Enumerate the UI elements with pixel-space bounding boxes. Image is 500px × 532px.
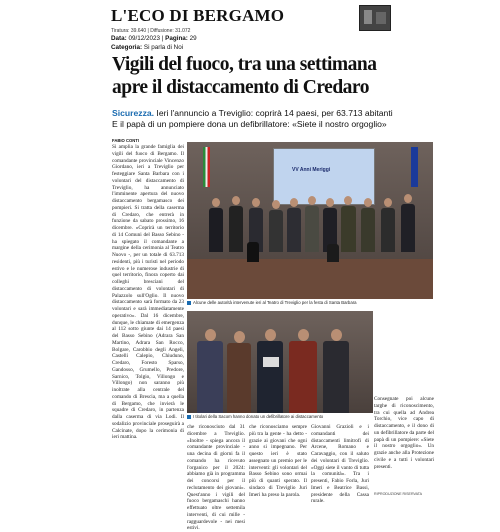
circulation-line: Tiratura: 39.640 | Diffusione: 31.072: [111, 28, 191, 34]
article-headline: Vigili del fuoco, tra una settimana apre il distaccamento di Credaro: [112, 54, 377, 98]
article-column-1: Si amplia la grande famiglia dei vigili del fuoco di Bergamo. Il comandante provinciale Vincenzo Giordano, ieri a Treviglio per festeggiare Santa Barbara con i volontari del distaccamento di Treviglio, ha annunciato l'imminente apertura del nuovo distaccamento bergamasco dei pompieri. Si tratta della caserma di Credaro, che entrerà in funzione da sabato prossimo, 16 dicembre. «Coprirà un territorio di 14 Comuni del Basso Sebino - ha spiegato il comandante a margine della cerimonia al Teatro Nuovo -, per un totale di 63.713 residenti, più i turisti nel periodo estivo e le numerose industrie di quel territorio, finora coperto dai colleghi bresciani del distaccamento di volontari di Palazzolo sull'Oglio. Il nuovo distaccamento sarà formato da 23 volontari e sarà immediatamente operativo». Dal 16 dicembre, dunque, le chiamate di emergenza al 112 sotto giunte dai 14 paesi del Basso Sebino (Adrara San Martino, Adrara San Rocco, Bolgare, Carobbio degli Angeli, Castelli Calepio, Chiuduno, Credaro, Foresto Sparso, Gandosso, Grumello, Predore, Sarnico, Tolgio, Villongo e Villongo) non saranno più inoltrate alla centrale del comando di Brescia, ma a quella di Bergamo, che invierà le squadre di Credaro, in partenza dalla caserma di via Lodi. Il sodalizio provinciale proseguirà a Calcinate, dopo la cerimonia di ieri mattina.: [112, 144, 184, 441]
footer-note: RIPRODUZIONE RISERVATA: [374, 492, 423, 496]
photo-caption-1: Alcune delle autorità intervenute ieri al Teatro di Treviglio per la festa di Santa Barbara: [187, 300, 433, 305]
masthead-logo: [359, 5, 391, 31]
certificate-plaque: [263, 357, 279, 367]
article-column-4: Giovanni Grazioli e i comandanti dei distaccamenti limitrofi di Arcene, Romano e Caravaggio, con il saluto dei volontari di Treviglio. «Oggi siete il vanto di tutta la comunità». Tra i presenti, Fabio Forla, Juri Imeri e Beatrice Bassi, presidente della Cassa rurale.: [311, 424, 369, 505]
article-column-3: che riconosciamo sempre più tra la gente - ha detto - grazie ai giovani che ogni anno si impegnano. Per questo ieri è stato assegnato un premio per le interventi: gli volontari del Basso Sebino sono ormai più di quanti sperato. Il sindaco di Treviglio Juri Imeri ha preso la parola.: [249, 424, 307, 498]
masthead-title: L'ECO DI BERGAMO: [111, 6, 285, 25]
article-subtitle: Sicurezza. Ieri l'annuncio a Treviglio: coprirà 14 paesi, per 63.713 abitanti E il papà di un pompiere dona un defibrillatore: «Siete il nostro orgoglio»: [112, 108, 393, 129]
eu-flag-icon: [411, 147, 418, 187]
italian-flag-icon: [203, 147, 210, 187]
date-page-line: Data: 09/12/2023 | Pagina: 29: [111, 35, 197, 43]
ceremony-photo: [187, 142, 433, 299]
metadata-block: [111, 27, 197, 52]
defibrillator-donation-photo: [187, 311, 373, 413]
projection-screen: VV Anni Meriggi: [273, 148, 375, 205]
kicker: Sicurezza.: [112, 108, 155, 118]
article-column-2: che riconosciuto dal 31 dicembre a Treviglio. «Inoltre - spiega ancora il comandante provinciale - una decina di giorni fa il comando ha ricevuto l'organico per il 2024: abbiamo già in programma dei concorsi per il reclutamento dei giovani». Quest'anno i vigili del fuoco bergamaschi hanno effettuato oltre settemila interventi, di cui mille - ragguardevole - nei mesi estivi.: [187, 424, 245, 532]
article-column-5: Consegnate poi alcune targhe di riconoscimento, tra cui quella ad Andrea Torchio, vice capo di distaccamento, e il dono di un defibrillatore da parte del papà di un pompiere: «Siete il nostro orgoglio». Un grazie anche alla Protezione civile e a tutti i volontari presenti.: [374, 396, 434, 470]
category-line: Categoria: Si parla di Noi: [111, 43, 184, 51]
byline: FABIO CONTI: [112, 138, 139, 143]
photo-caption-2: I titolari della Sacom hanno donato un defibrillatore ai distaccamento: [187, 414, 373, 419]
